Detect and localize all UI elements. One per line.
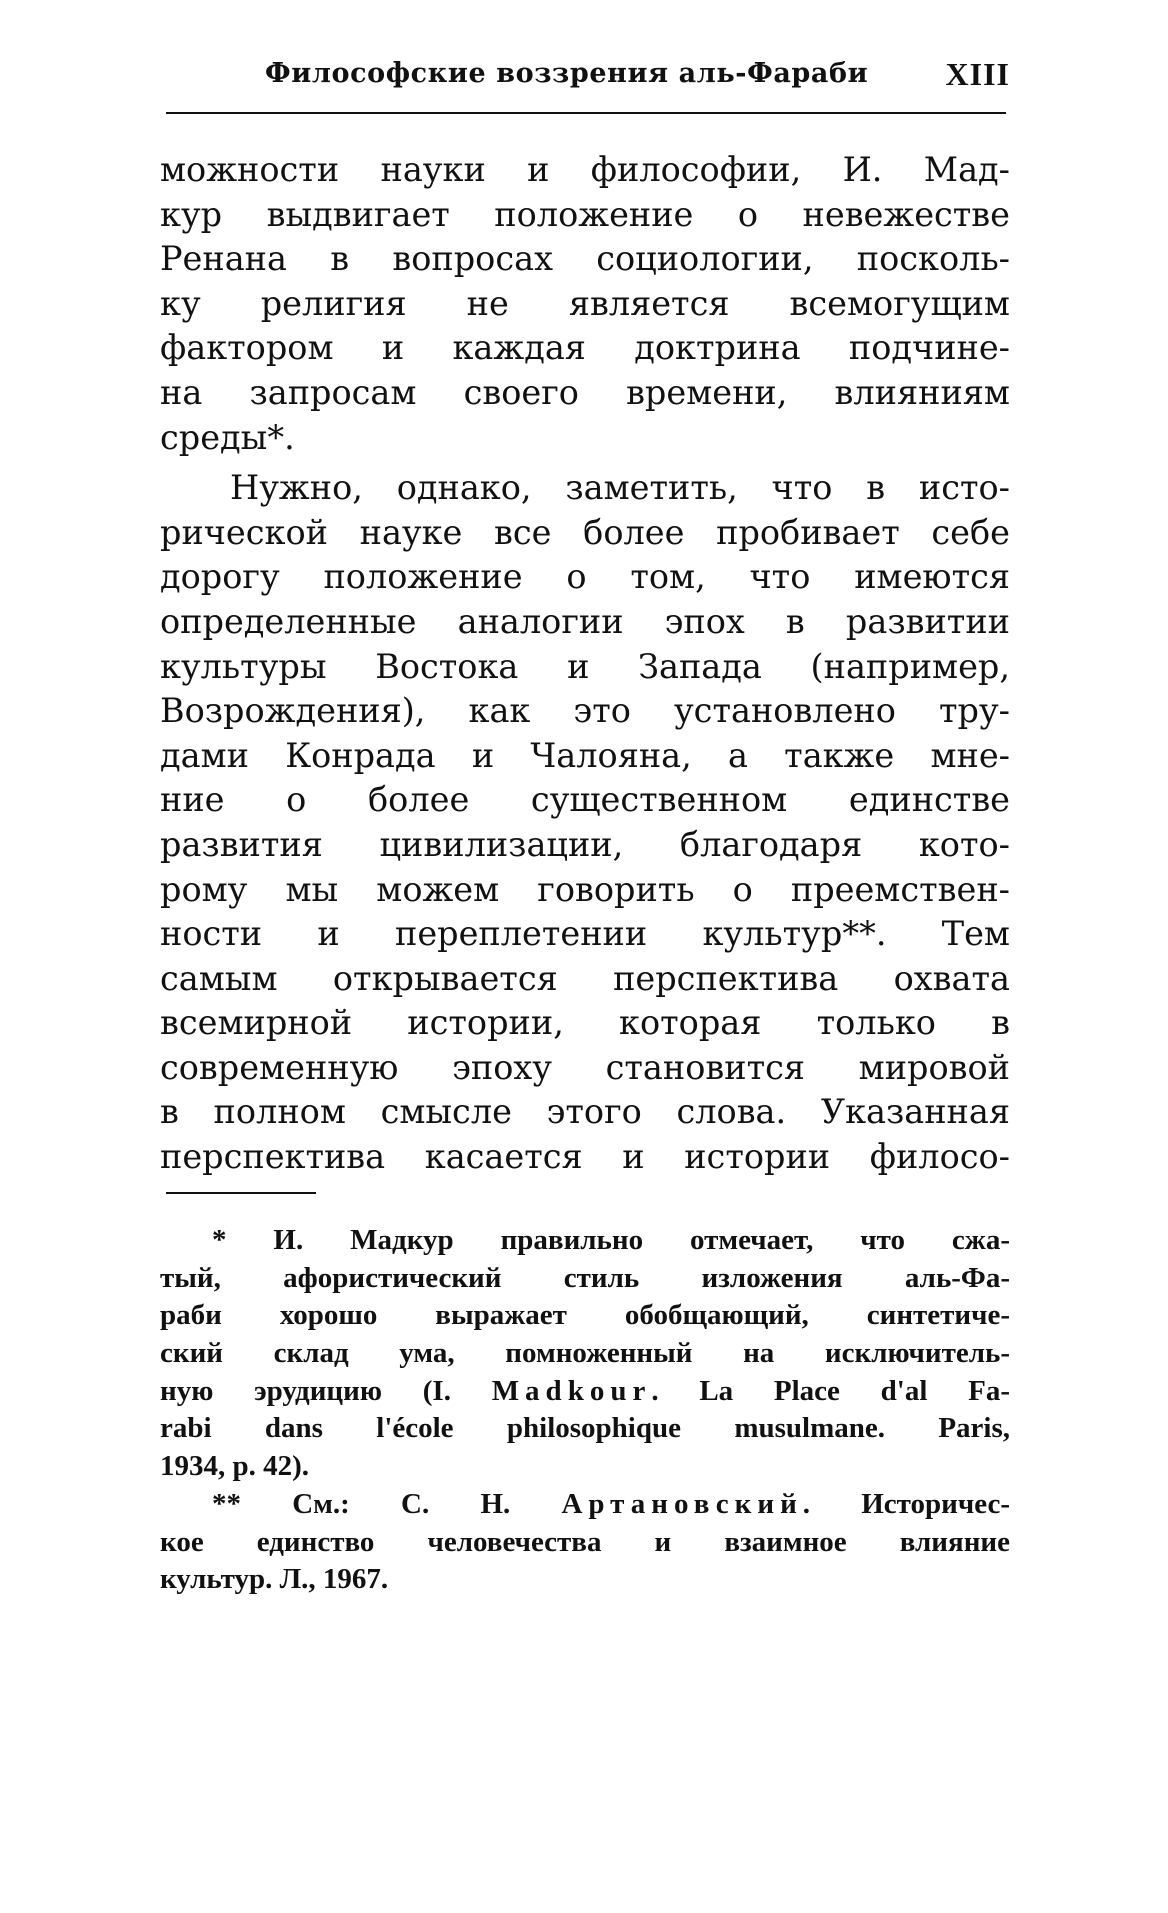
text-line: ку религия не является всемогущим: [160, 283, 1010, 323]
text-line: среды*.: [160, 417, 295, 457]
footnotes: [160, 1222, 1010, 1599]
footnote-rule: [166, 1192, 316, 1194]
book-page: [160, 0, 1010, 1913]
author-name: Артановский: [561, 1487, 803, 1520]
footnote-text: ** См.: С. Н.: [212, 1487, 562, 1520]
footnote-text: . La Place d'al Fa-: [651, 1374, 1010, 1407]
footnote-line: тый, афористический стиль изложения аль-Фа-: [160, 1261, 1010, 1294]
page-number: XIII: [945, 56, 1010, 92]
running-title: Философские воззрения аль-Фараби: [265, 58, 869, 89]
text-line: определенные аналогии эпох в развитии: [160, 601, 1010, 641]
text-line: ности и переплетении культур**. Тем: [160, 914, 1010, 954]
running-head: [160, 52, 1010, 102]
text-line: кур выдвигает положение о невежестве: [160, 194, 1010, 234]
footnote-line: культур. Л., 1967.: [160, 1563, 389, 1596]
footnote-text: . Историчес-: [802, 1487, 1010, 1520]
text-line: дорогу положение о том, что имеются: [160, 557, 1010, 597]
text-line: дами Конрада и Чалояна, а также мне-: [160, 735, 1010, 775]
text-line: фактором и каждая доктрина подчине-: [160, 328, 1010, 368]
text-line: современную эпоху становится мировой: [160, 1047, 1010, 1087]
footnote-line: 1934, p. 42).: [160, 1450, 310, 1483]
footnote-line: кое единство человечества и взаимное влияние: [160, 1525, 1010, 1558]
text-line: можности науки и философии, И. Мад-: [160, 150, 1010, 189]
footnote-1: [160, 1222, 1010, 1486]
text-line: рому мы можем говорить о преемствен-: [160, 869, 1010, 909]
text-line: Возрождения), как это установлено тру-: [160, 691, 1010, 731]
footnote-line: * И. Мадкур правильно отмечает, что сжа-: [212, 1224, 1010, 1256]
paragraph-2: [160, 466, 1010, 1180]
footnote-text: ную эрудицию (I.: [160, 1374, 492, 1407]
text-line: развития цивилизации, благодаря кото-: [160, 824, 1010, 864]
text-line: самым открывается перспектива охвата: [160, 958, 1010, 998]
text-line: всемирной истории, которая только в: [160, 1003, 1010, 1043]
footnote-line: [160, 1486, 1010, 1524]
text-line: Нужно, однако, заметить, что в исто-: [230, 468, 1010, 508]
text-line: культуры Востока и Запада (например,: [160, 646, 1010, 686]
text-line: рической науке все более пробивает себе: [160, 512, 1010, 552]
footnote-line: ский склад ума, помноженный на исключитель-: [160, 1337, 1010, 1370]
text-line: ние о более существенном единстве: [160, 780, 1010, 820]
footnote-line: раби хорошо выражает обобщающий, синтетиче-: [160, 1299, 1010, 1332]
main-text: [160, 148, 1010, 1180]
footnote-2: [160, 1486, 1010, 1599]
text-line: на запросам своего времени, влияниям: [160, 372, 1010, 412]
text-line: перспектива касается и истории филосо-: [160, 1137, 1010, 1177]
text-line: Ренана в вопросах социологии, посколь-: [160, 239, 1010, 279]
author-name: Madkour: [491, 1374, 652, 1407]
header-rule: [166, 112, 1006, 114]
paragraph-1: [160, 148, 1010, 460]
text-line: в полном смысле этого слова. Указанная: [160, 1092, 1010, 1132]
footnote-line: [160, 1373, 1010, 1411]
footnote-line: rabi dans l'école philosophique musulmane. Paris,: [160, 1412, 1010, 1445]
